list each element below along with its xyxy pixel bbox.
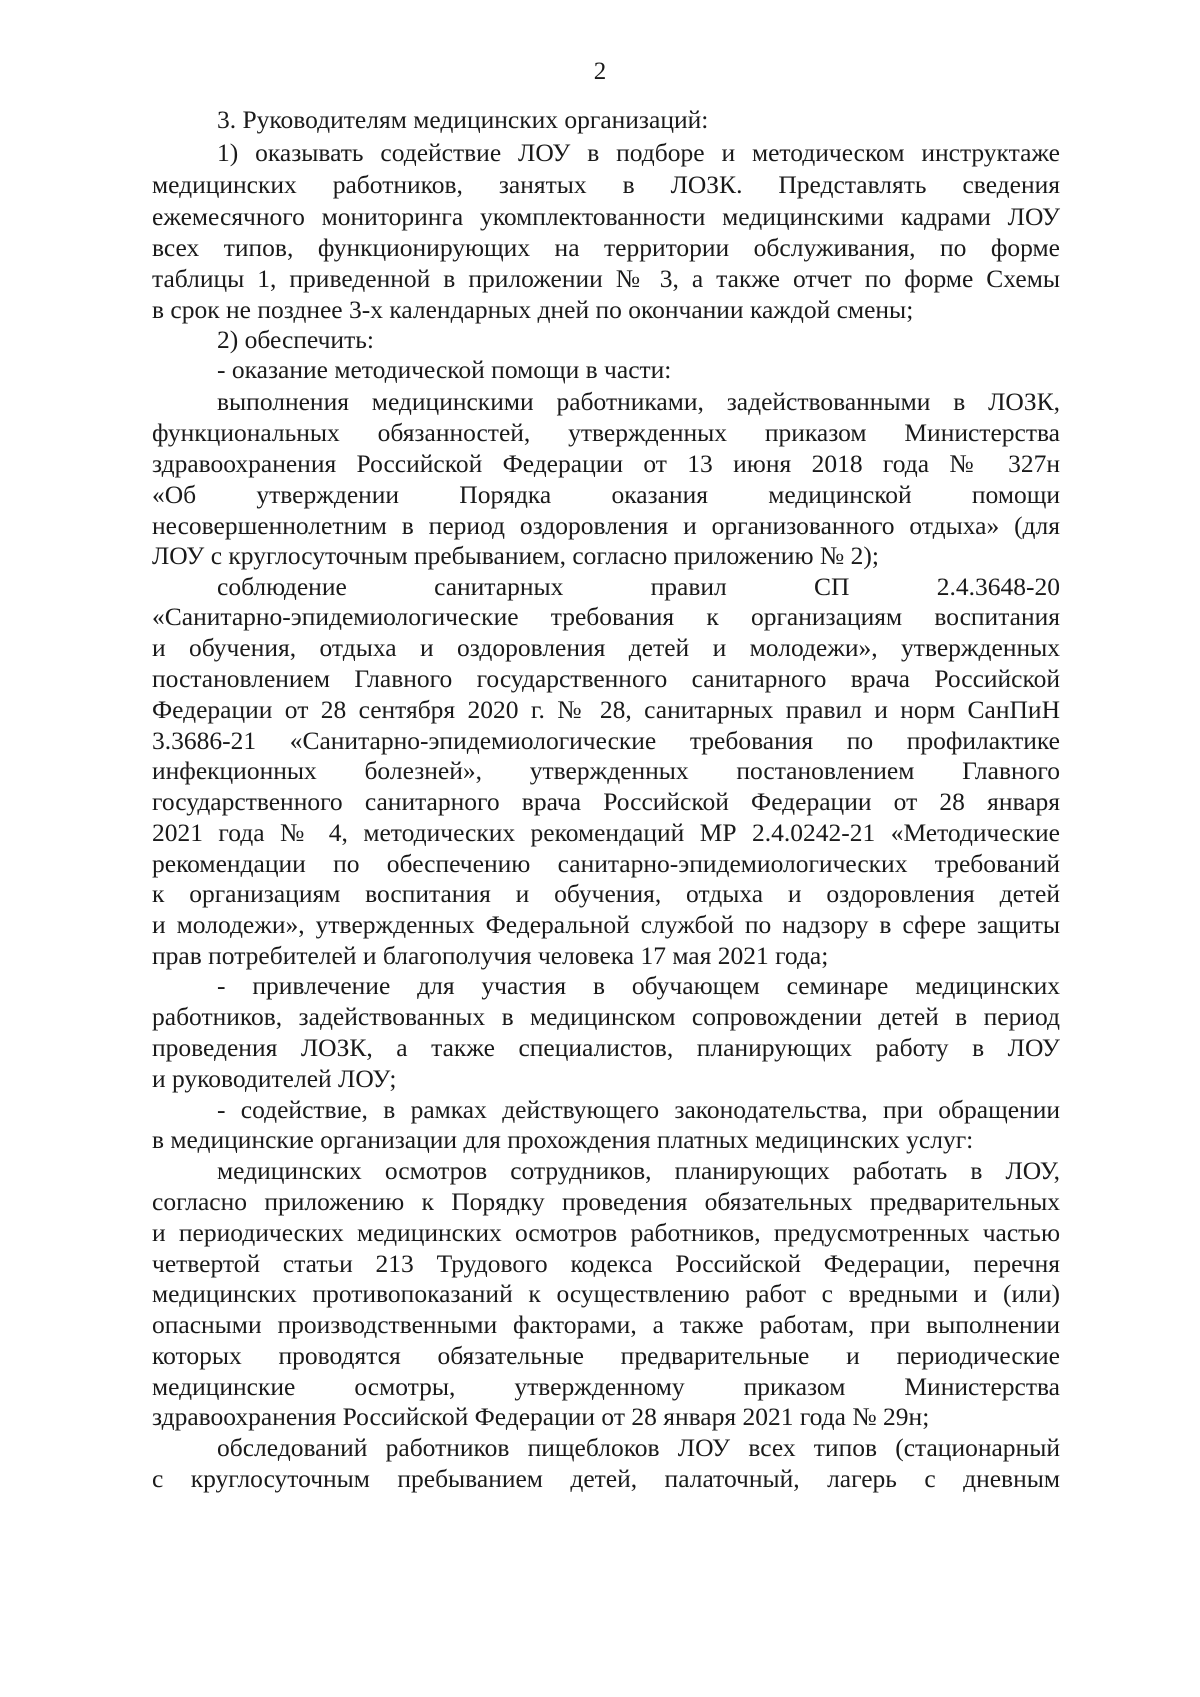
text-line: к организациям воспитания и обучения, отдыха и оздоровления детей: [152, 879, 1060, 908]
text-line: соблюдение санитарных правил СП 2.4.3648-20: [217, 572, 1060, 601]
text-line: медицинских противопоказаний к осуществлению работ с вредными и (или): [152, 1279, 1060, 1308]
text-line: согласно приложению к Порядку проведения обязательных предварительных: [152, 1187, 1060, 1216]
text-line: 1) оказывать содействие ЛОУ в подборе и методическом инструктаже: [217, 138, 1060, 167]
text-line: постановлением Главного государственного санитарного врача Российской: [152, 664, 1060, 693]
text-line: здравоохранения Российской Федерации от 28 января 2021 года № 29н;: [152, 1402, 930, 1431]
text-line: - содействие, в рамках действующего законодательства, при обращении: [217, 1095, 1060, 1124]
text-line: Федерации от 28 сентября 2020 г. № 28, санитарных правил и норм СанПиН: [152, 695, 1060, 724]
text-line: проведения ЛОЗК, а также специалистов, планирующих работу в ЛОУ: [152, 1033, 1060, 1062]
text-line: рекомендации по обеспечению санитарно-эпидемиологических требований: [152, 849, 1060, 878]
text-line: обследований работников пищеблоков ЛОУ всех типов (стационарный: [217, 1433, 1060, 1462]
text-line: и периодических медицинских осмотров работников, предусмотренных частью: [152, 1218, 1060, 1247]
text-line: таблицы 1, приведенной в приложении № 3, а также отчет по форме Схемы: [152, 264, 1060, 293]
text-line: государственного санитарного врача Российской Федерации от 28 января: [152, 787, 1060, 816]
text-line: ежемесячного мониторинга укомплектованности медицинскими кадрами ЛОУ: [152, 202, 1060, 231]
text-line: в срок не позднее 3-х календарных дней по окончании каждой смены;: [152, 295, 914, 324]
text-line: в медицинские организации для прохождения платных медицинских услуг:: [152, 1125, 974, 1154]
page-number: 2: [593, 58, 607, 85]
text-line: «Об утверждении Порядка оказания медицинской помощи: [152, 480, 1060, 509]
text-line: инфекционных болезней», утвержденных постановлением Главного: [152, 756, 1060, 785]
text-line: 2021 года № 4, методических рекомендаций МР 2.4.0242-21 «Методические: [152, 818, 1060, 847]
text-line: и руководителей ЛОУ;: [152, 1064, 397, 1093]
text-line: четвертой статьи 213 Трудового кодекса Российской Федерации, перечня: [152, 1249, 1060, 1278]
text-line: здравоохранения Российской Федерации от 13 июня 2018 года № 327н: [152, 449, 1060, 478]
text-line: - привлечение для участия в обучающем семинаре медицинских: [217, 971, 1060, 1000]
text-line: 3.3686-21 «Санитарно-эпидемиологические требования по профилактике: [152, 726, 1060, 755]
text-line: которых проводятся обязательные предварительные и периодические: [152, 1341, 1060, 1370]
text-line: выполнения медицинскими работниками, задействованными в ЛОЗК,: [217, 387, 1060, 416]
text-line: 3. Руководителям медицинских организаций:: [217, 105, 709, 134]
text-line: медицинских осмотров сотрудников, планирующих работать в ЛОУ,: [217, 1156, 1060, 1185]
text-line: медицинские осмотры, утвержденному приказом Министерства: [152, 1372, 1060, 1401]
text-line: ЛОУ с круглосуточным пребыванием, согласно приложению № 2);: [152, 541, 879, 570]
text-line: всех типов, функционирующих на территории обслуживания, по форме: [152, 233, 1060, 262]
text-line: и молодежи», утвержденных Федеральной службой по надзору в сфере защиты: [152, 910, 1060, 939]
text-line: «Санитарно-эпидемиологические требования к организациям воспитания: [152, 602, 1060, 631]
text-line: с круглосуточным пребыванием детей, палаточный, лагерь с дневным: [152, 1464, 1060, 1493]
text-line: несовершеннолетним в период оздоровления и организованного отдыха» (для: [152, 511, 1060, 540]
text-line: функциональных обязанностей, утвержденных приказом Министерства: [152, 418, 1060, 447]
text-line: прав потребителей и благополучия человека 17 мая 2021 года;: [152, 941, 829, 970]
text-line: медицинских работников, занятых в ЛОЗК. Представлять сведения: [152, 170, 1060, 199]
text-line: - оказание методической помощи в части:: [217, 355, 672, 384]
text-line: 2) обеспечить:: [217, 325, 374, 354]
text-line: опасными производственными факторами, а также работам, при выполнении: [152, 1310, 1060, 1339]
text-line: работников, задействованных в медицинском сопровождении детей в период: [152, 1002, 1060, 1031]
text-line: и обучения, отдыха и оздоровления детей и молодежи», утвержденных: [152, 633, 1060, 662]
